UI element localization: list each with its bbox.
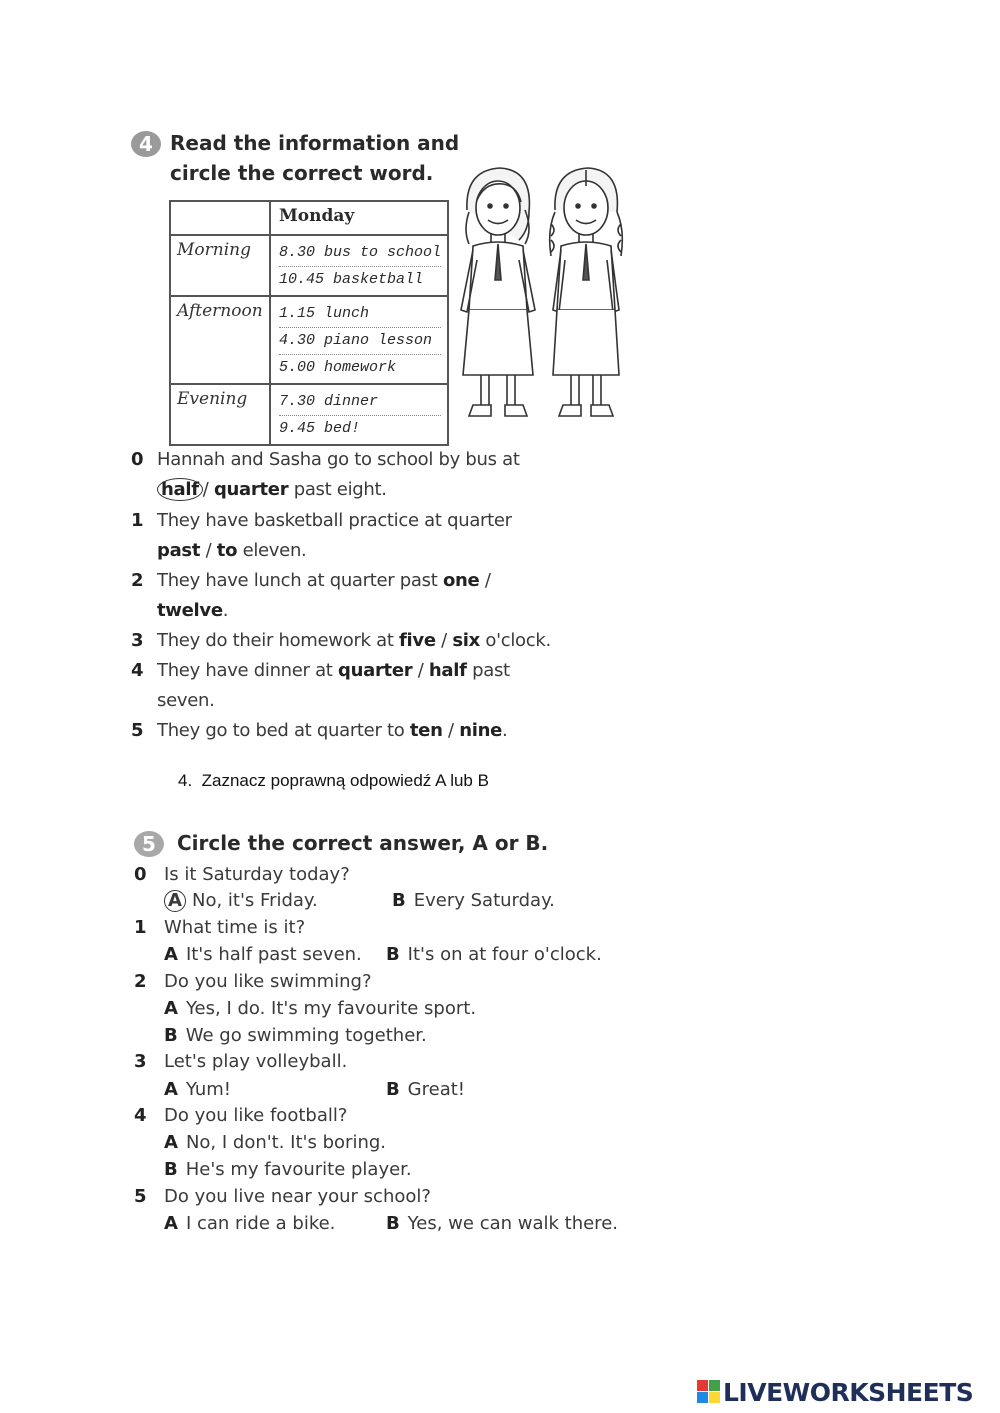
instruction-number: 4. bbox=[178, 771, 193, 790]
item-text: o'clock. bbox=[485, 630, 551, 651]
choice-separator: / bbox=[442, 720, 460, 741]
choice-separator: / bbox=[435, 630, 453, 651]
answer-a-text: I can ride a bike. bbox=[185, 1213, 336, 1234]
ex4-item-0 bbox=[131, 445, 520, 505]
question-number: 0 bbox=[134, 864, 147, 885]
answer-a-letter[interactable]: A bbox=[164, 944, 178, 965]
ex4-item-2 bbox=[131, 566, 491, 626]
ex4-item-5 bbox=[131, 716, 507, 746]
ex5-answer-b-4 bbox=[164, 1157, 412, 1183]
girl-right-figure bbox=[550, 168, 623, 416]
choice-option[interactable]: twelve bbox=[157, 600, 223, 621]
exercise-4-title-line2: circle the correct word. bbox=[170, 161, 434, 185]
answer-a-letter[interactable]: A bbox=[164, 1132, 178, 1153]
row-label: Evening bbox=[170, 384, 270, 445]
ex5-question-5 bbox=[134, 1184, 431, 1210]
ex5-question-0 bbox=[134, 862, 350, 888]
table-row bbox=[170, 384, 448, 445]
liveworksheets-logo[interactable] bbox=[697, 1378, 973, 1407]
activity: 4.30 piano lesson bbox=[279, 328, 441, 355]
answer-b-text: Great! bbox=[407, 1079, 466, 1100]
answer-a-letter[interactable]: A bbox=[164, 1213, 178, 1234]
table-row bbox=[170, 235, 448, 296]
instruction-text: Zaznacz poprawną odpowiedź A lub B bbox=[201, 771, 489, 790]
ex5-answers-1 bbox=[164, 942, 602, 968]
item-text: past eight. bbox=[293, 479, 387, 500]
question-number: 3 bbox=[134, 1051, 147, 1072]
answer-b-letter[interactable]: B bbox=[385, 1213, 400, 1234]
item-text: They have dinner at bbox=[157, 660, 333, 681]
choice-option[interactable]: half bbox=[428, 660, 467, 681]
activity: 9.45 bed! bbox=[278, 420, 360, 437]
answer-a-letter[interactable]: A bbox=[164, 1079, 178, 1100]
ex5-question-2 bbox=[134, 969, 372, 995]
answer-a-text: No, it's Friday. bbox=[192, 890, 318, 911]
exercise-5-title: Circle the correct answer, A or B. bbox=[177, 831, 549, 855]
ex5-answer-b-2 bbox=[164, 1023, 427, 1049]
exercise-4-title-line1: Read the information and bbox=[170, 131, 460, 155]
item-text: eleven. bbox=[242, 540, 307, 561]
choice-option[interactable]: quarter bbox=[213, 479, 289, 500]
activity: 7.30 dinner bbox=[279, 389, 441, 416]
answer-b-text: Every Saturday. bbox=[413, 890, 555, 911]
answer-b-text: It's on at four o'clock. bbox=[407, 944, 602, 965]
ex5-question-4 bbox=[134, 1103, 347, 1129]
exercise-4-number-badge: 4 bbox=[131, 131, 161, 157]
answer-a-text: Yes, I do. It's my favourite sport. bbox=[185, 998, 477, 1019]
ex4-item-3 bbox=[131, 626, 551, 656]
question-number: 2 bbox=[134, 971, 147, 992]
choice-option[interactable]: nine bbox=[459, 720, 503, 741]
ex5-answer-a-2 bbox=[164, 996, 476, 1022]
answer-b-letter[interactable]: B bbox=[164, 1025, 178, 1046]
item-number: 2 bbox=[131, 570, 144, 591]
activity: 1.15 lunch bbox=[279, 301, 441, 328]
answer-a-selected[interactable]: A bbox=[164, 890, 186, 912]
liveworksheets-logo-icon bbox=[697, 1380, 721, 1404]
question-number: 5 bbox=[134, 1186, 147, 1207]
row-activities bbox=[270, 296, 448, 384]
ex5-question-1 bbox=[134, 915, 305, 941]
item-text: past bbox=[472, 660, 510, 681]
answer-b-text: He's my favourite player. bbox=[185, 1159, 412, 1180]
choice-separator: / bbox=[200, 540, 217, 561]
ex5-answer-a-4 bbox=[164, 1130, 386, 1156]
ex4-item-4 bbox=[131, 656, 510, 716]
polish-instruction bbox=[178, 771, 489, 791]
table-corner-cell bbox=[170, 201, 270, 235]
question-number: 4 bbox=[134, 1105, 147, 1126]
schedule-table bbox=[169, 200, 449, 446]
question-text: Do you like swimming? bbox=[164, 971, 372, 992]
choice-option[interactable]: half bbox=[157, 478, 203, 501]
item-text: They go to bed at quarter to bbox=[157, 720, 405, 741]
item-text: They have basketball practice at quarter bbox=[157, 510, 512, 531]
answer-b-letter[interactable]: B bbox=[164, 1159, 178, 1180]
item-text: . bbox=[502, 720, 508, 741]
girl-left-figure bbox=[461, 168, 535, 416]
row-label: Afternoon bbox=[170, 296, 270, 384]
choice-option[interactable]: ten bbox=[409, 720, 443, 741]
question-text: Do you like football? bbox=[164, 1105, 348, 1126]
choice-option[interactable]: five bbox=[399, 630, 436, 651]
choice-separator: / bbox=[479, 570, 491, 591]
answer-a-text: Yum! bbox=[185, 1079, 232, 1100]
answer-b-letter[interactable]: B bbox=[385, 944, 400, 965]
ex5-answers-3 bbox=[164, 1077, 465, 1103]
item-text: They do their homework at bbox=[157, 630, 394, 651]
twin-girls-illustration bbox=[455, 160, 635, 440]
table-header-day: Monday bbox=[270, 201, 448, 235]
choice-option[interactable]: past bbox=[157, 540, 201, 561]
row-activities bbox=[270, 235, 448, 296]
activity: 8.30 bus to school bbox=[279, 240, 441, 267]
row-label: Morning bbox=[170, 235, 270, 296]
table-row bbox=[170, 296, 448, 384]
item-text: They have lunch at quarter past bbox=[157, 570, 438, 591]
answer-a-text: No, I don't. It's boring. bbox=[185, 1132, 386, 1153]
table-header-row bbox=[170, 201, 448, 235]
item-number: 4 bbox=[131, 660, 144, 681]
question-text: What time is it? bbox=[164, 917, 306, 938]
question-number: 1 bbox=[134, 917, 147, 938]
item-text: Hannah and Sasha go to school by bus at bbox=[157, 449, 520, 470]
answer-b-letter[interactable]: B bbox=[385, 1079, 400, 1100]
question-text: Do you live near your school? bbox=[164, 1186, 431, 1207]
answer-a-text: It's half past seven. bbox=[185, 944, 362, 965]
choice-option[interactable]: six bbox=[452, 630, 480, 651]
exercise-5-number-badge: 5 bbox=[134, 831, 164, 857]
choice-option[interactable]: quarter bbox=[338, 660, 413, 681]
ex5-answers-5 bbox=[164, 1211, 618, 1237]
item-number: 0 bbox=[131, 449, 144, 470]
item-text: . bbox=[222, 600, 229, 621]
ex4-item-1 bbox=[131, 506, 512, 566]
answer-b-text: We go swimming together. bbox=[185, 1025, 427, 1046]
activity: 10.45 basketball bbox=[278, 271, 423, 288]
choice-option[interactable]: one bbox=[442, 570, 480, 591]
item-number: 5 bbox=[131, 720, 144, 741]
item-number: 3 bbox=[131, 630, 144, 651]
answer-b-text: Yes, we can walk there. bbox=[407, 1213, 618, 1234]
choice-separator: / bbox=[412, 660, 429, 681]
row-activities bbox=[270, 384, 448, 445]
choice-separator: / bbox=[202, 479, 209, 500]
ex5-question-3 bbox=[134, 1049, 347, 1075]
answer-a-letter[interactable]: A bbox=[164, 998, 178, 1019]
item-number: 1 bbox=[131, 510, 144, 531]
logo-text: LIVEWORKSHEETS bbox=[723, 1378, 974, 1407]
ex5-answers-0 bbox=[164, 888, 555, 914]
answer-b-letter[interactable]: B bbox=[392, 890, 406, 911]
choice-option[interactable]: to bbox=[216, 540, 238, 561]
question-text: Is it Saturday today? bbox=[164, 864, 350, 885]
item-text: seven. bbox=[157, 690, 215, 711]
activity: 5.00 homework bbox=[278, 359, 396, 376]
question-text: Let's play volleyball. bbox=[164, 1051, 348, 1072]
